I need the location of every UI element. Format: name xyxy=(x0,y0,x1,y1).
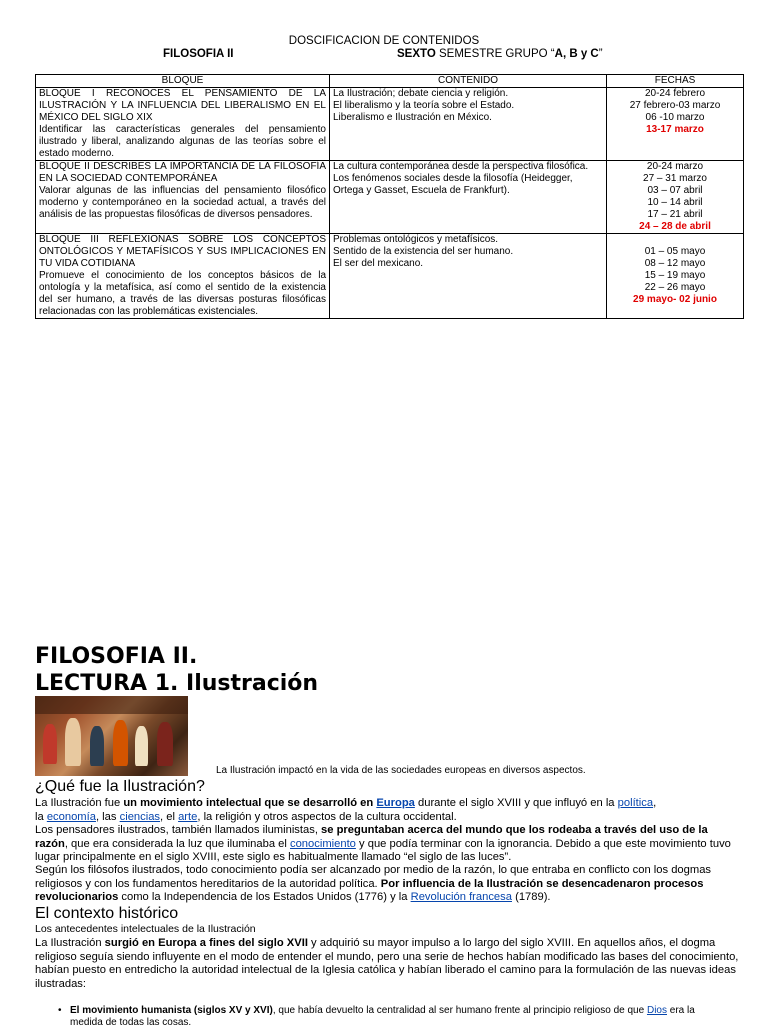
lecture-title-line2: LECTURA 1. Ilustración xyxy=(35,671,319,696)
text: , que había devuelto la centralidad al ser humano frente al principio religioso de que xyxy=(272,1005,647,1016)
bloque-cell xyxy=(36,161,330,234)
subheading-antecedentes: Los antecedentes intelectuales de la Ilustración xyxy=(35,923,256,935)
text: y adquirió su mayor impulso a lo largo del siglo XVIII. En aquellos años, el dogma religioso seguía siendo influyente en el modo de entender el mundo, pero una serie de hechos habían modificado las bases del conocimiento, habían puesto en entredicho la autoridad intelectual de la Iglesia católica y habían liberado el camino para la formulación de las nuevas ideas ilustradas: xyxy=(35,937,739,990)
text: La Ilustración fue xyxy=(35,797,124,809)
bloque-title: BLOQUE II DESCRIBES LA IMPORTANCIA DE LA FILOSOFÍA EN LA SOCIEDAD CONTEMPORÁNEA xyxy=(39,161,326,184)
text: (1789). xyxy=(511,891,551,903)
fechas-cell xyxy=(607,161,744,234)
fecha: 01 – 05 mayo xyxy=(644,246,706,257)
subject-label: FILOSOFIA II xyxy=(163,48,234,60)
text: La Ilustración xyxy=(35,937,105,949)
painting-figure xyxy=(65,718,81,766)
bloque-cell xyxy=(36,234,330,319)
paragraph-2 xyxy=(35,824,741,865)
text: la xyxy=(35,810,47,823)
paragraph-5 xyxy=(35,937,741,991)
painting-figure xyxy=(113,720,128,766)
close-quote: ” xyxy=(598,48,603,60)
semester-rest: SEMESTRE GRUPO “ xyxy=(435,48,555,60)
bloque-cell xyxy=(36,88,330,161)
link-politica[interactable]: política xyxy=(617,797,654,809)
link-conocimiento[interactable]: conocimiento xyxy=(289,837,356,850)
bloque-desc: Valorar algunas de las influencias del pensamiento filosófico moderno y contemporáneo en la sociedad actual, a través del análisis de las propuestas filosóficas de diversos pensadores. xyxy=(39,185,326,220)
fecha: 15 – 19 mayo xyxy=(644,270,706,281)
text: era la medida de todas las cosas. xyxy=(70,1005,695,1028)
text: , las xyxy=(95,810,120,823)
schedule-table xyxy=(35,74,744,319)
painting-figure xyxy=(43,724,57,764)
header-contenido: CONTENIDO xyxy=(330,75,607,88)
text: , la religión y otros aspectos de la cultura occidental. xyxy=(197,810,457,823)
fecha: 27 – 31 marzo xyxy=(643,173,707,184)
lecture-title-line1: FILOSOFIA II. xyxy=(35,644,198,669)
text-bold: un movimiento intelectual que se desarrolló en xyxy=(123,797,377,809)
list-item xyxy=(58,1005,710,1029)
link-ciencias[interactable]: ciencias xyxy=(119,810,161,823)
image-caption: La Ilustración impactó en la vida de las sociedades europeas en diversos aspectos. xyxy=(216,765,586,776)
spacer xyxy=(39,221,326,233)
contenido-item: La Ilustración; debate ciencia y religión. xyxy=(333,88,509,99)
link-dios[interactable]: Dios xyxy=(646,1005,667,1016)
heading-que-fue: ¿Qué fue la Ilustración? xyxy=(35,778,205,795)
fecha: 10 – 14 abril xyxy=(647,197,703,208)
fecha: 20-24 marzo xyxy=(646,161,704,172)
text-bold: Por influencia de la Ilustración se desencadenaron procesos revolucionarios xyxy=(35,877,704,903)
link-revolucion-francesa[interactable]: Revolución francesa xyxy=(410,891,512,903)
painting-figure xyxy=(157,722,173,766)
bloque-desc: Identificar las características generales del pensamiento ilustrado y liberal, analizando algunas de las teorías sobre el estado moderno. xyxy=(39,124,326,159)
fecha: 20-24 febrero xyxy=(644,88,706,99)
contenido-cell xyxy=(330,88,607,161)
header-fechas: FECHAS xyxy=(607,75,744,88)
fecha-highlight: 29 mayo- 02 junio xyxy=(633,294,717,305)
painting-wall xyxy=(35,696,188,714)
paragraph-1 xyxy=(35,797,741,824)
bloque-title: BLOQUE III REFLEXIONAS SOBRE LOS CONCEPTOS ONTOLÓGICOS Y METAFÍSICOS Y SUS IMPLICACIONES EN TU VIDA COTIDIANA xyxy=(39,234,326,269)
fecha: 03 – 07 abril xyxy=(647,185,703,196)
fecha: 06 -10 marzo xyxy=(645,112,705,123)
contenido-cell xyxy=(330,161,607,234)
contenido-item: El liberalismo y la teoría sobre el Estado. xyxy=(333,100,515,111)
fecha: 17 – 21 abril xyxy=(647,209,703,220)
fecha: 08 – 12 mayo xyxy=(644,258,706,269)
fecha: 27 febrero-03 marzo xyxy=(629,100,721,111)
link-economia[interactable]: economía xyxy=(46,810,96,823)
link-arte[interactable]: arte xyxy=(178,810,198,823)
enlightenment-painting-image xyxy=(35,696,188,776)
lecture-title xyxy=(35,643,318,697)
heading-contexto: El contexto histórico xyxy=(35,905,179,922)
table-row xyxy=(36,234,744,319)
contenido-item: Sentido de la existencia del ser humano. xyxy=(333,246,514,257)
bloque-desc: Promueve el conocimiento de los conceptos básicos de la ontología y la metafísica, así como el sentido de la existencia del ser humano, a través de las diversas posturas filosóficas relacionadas con las problemáticas existenciales. xyxy=(39,270,326,317)
header-bloque: BLOQUE xyxy=(36,75,330,88)
document-subtitle xyxy=(0,48,768,62)
groups: A, B y C xyxy=(554,48,599,60)
text: Los pensadores ilustrados, también llamados iluministas, xyxy=(35,824,322,836)
contenido-item: El ser del mexicano. xyxy=(333,258,424,269)
semester-bold: SEXTO xyxy=(397,48,436,60)
text: Según los filósofos ilustrados, todo conocimiento podía ser alcanzado por medio de la razón, lo que entraba en conflicto con los dogmas religiosos y con los fundamentos hereditarios de la autoridad política. xyxy=(35,864,712,890)
table-row xyxy=(36,161,744,234)
fechas-cell xyxy=(607,88,744,161)
spacer xyxy=(610,234,740,246)
contenido-item: Los fenómenos sociales desde la filosofía (Heidegger, Ortega y Gasset, Escuela de Frankfurt). xyxy=(333,173,573,196)
contenido-cell xyxy=(330,234,607,319)
table-row xyxy=(36,88,744,161)
bloque-title: BLOQUE I RECONOCES EL PENSAMIENTO DE LA ILUSTRACIÓN Y LA INFLUENCIA DEL LIBERALISMO EN EL MÉXICO DEL SIGLO XIX xyxy=(39,88,326,123)
document-title: DOSCIFICACION DE CONTENIDOS xyxy=(288,35,480,47)
text: , el xyxy=(160,810,179,823)
link-europa[interactable]: Europa xyxy=(376,797,415,809)
fecha-highlight: 13-17 marzo xyxy=(646,124,704,135)
text-bold: surgió en Europa a fines del siglo XVII xyxy=(104,937,308,949)
text-bold: se preguntaban acerca del mundo que los rodeaba a través del uso de la razón xyxy=(35,824,708,850)
table-header-row xyxy=(36,75,744,88)
paragraph-3 xyxy=(35,864,741,905)
contenido-item: Liberalismo e Ilustración en México. xyxy=(333,112,492,123)
contenido-item: La cultura contemporánea desde la perspectiva filosófica. xyxy=(333,161,589,172)
fecha-highlight: 24 – 28 de abril xyxy=(639,221,711,232)
painting-figure xyxy=(90,726,104,766)
painting-figure xyxy=(135,726,148,766)
text: durante el siglo XVIII y que influyó en la xyxy=(414,797,618,809)
bullet-icon: • xyxy=(58,1005,62,1016)
text: , xyxy=(653,797,657,809)
text: , que era considerada la luz que iluminaba el xyxy=(64,837,290,850)
fechas-cell xyxy=(607,234,744,319)
fecha: 22 – 26 mayo xyxy=(644,282,706,293)
contenido-item: Problemas ontológicos y metafísicos. xyxy=(333,234,499,245)
text: como la Independencia de los Estados Unidos (1776) y la xyxy=(118,891,411,903)
semester-label xyxy=(397,48,603,60)
text-bold: El movimiento humanista (siglos XV y XVI) xyxy=(70,1005,273,1016)
text: y que podía terminar con la ignorancia. Debido a que este movimiento tuvo lugar principalmente en el siglo XVIII, este siglo es habitualmente llamado “el siglo de las luces”. xyxy=(35,837,731,863)
